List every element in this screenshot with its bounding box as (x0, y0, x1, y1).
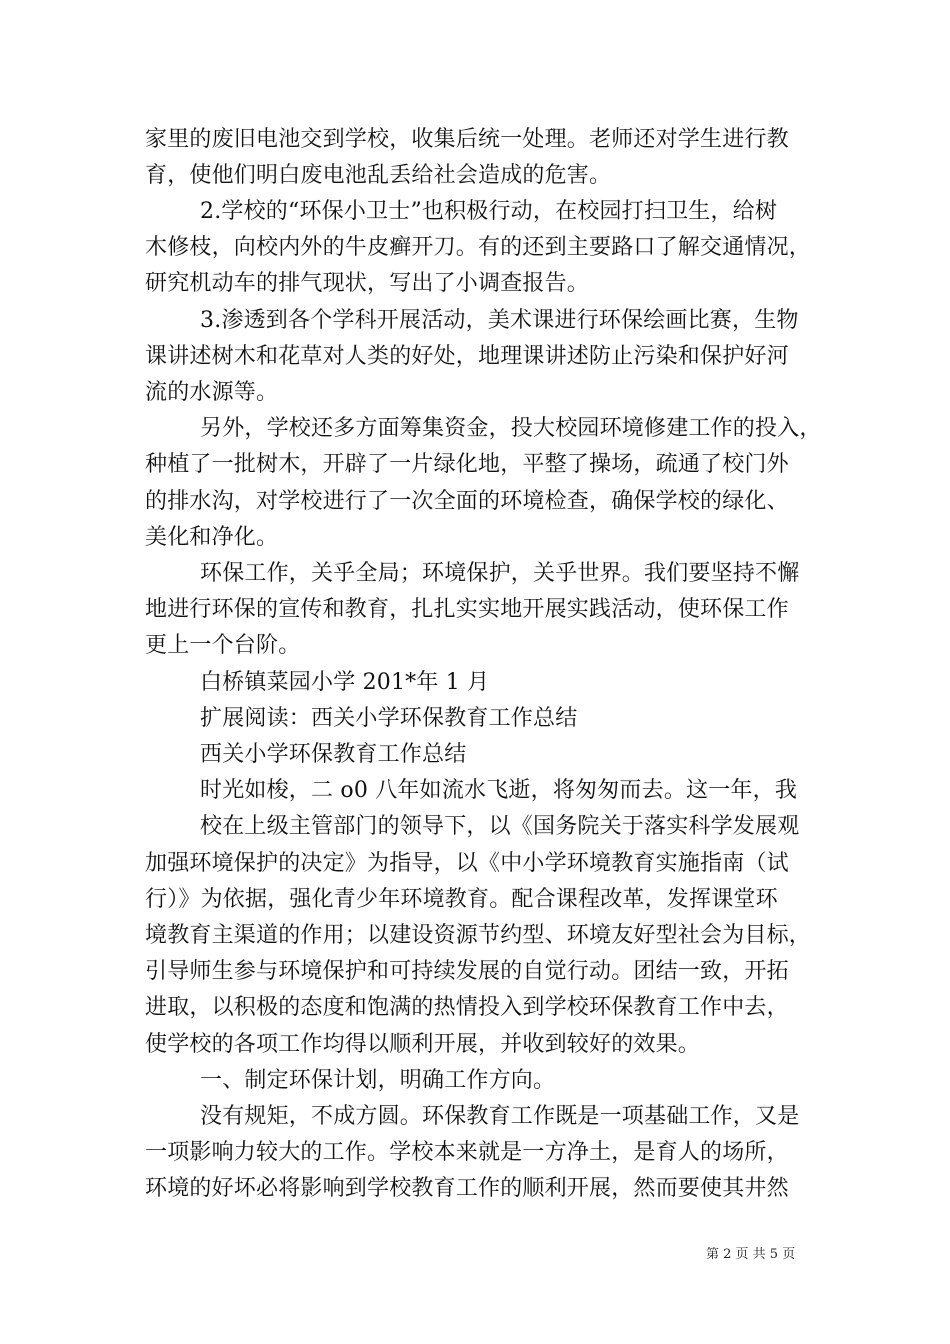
paragraph-line: 校在上级主管部门的领导下，以《国务院关于落实科学发展观 (200, 814, 800, 839)
paragraph-line: 没有规矩，不成方圆。环保教育工作既是一项基础工作，又是 (200, 1104, 800, 1129)
paragraph-line: 2.学校的“环保小卫士”也积极行动，在校园打扫卫生，给树 (200, 199, 778, 224)
paragraph-line: 行）》为依据，强化青少年环境教育。配合课程改革，发挥课堂环 (145, 887, 778, 912)
extended-reading-heading: 扩展阅读：西关小学环保教育工作总结 (200, 706, 578, 731)
paragraph-line: 课讲述树木和花草对人类的好处，地理课讲述防止污染和保护好河 (145, 344, 789, 369)
paragraph-line: 进取，以积极的态度和饱满的热情投入到学校环保教育工作中去， (145, 995, 789, 1020)
paragraph-line: 家里的废旧电池交到学校，收集后统一处理。老师还对学生进行教 (145, 127, 789, 152)
paragraph-line: 研究机动车的排气现状，写出了小调查报告。 (145, 271, 590, 296)
paragraph-line: 更上一个台阶。 (145, 633, 301, 658)
paragraph-line: 另外，学校还多方面筹集资金，投大校园环境修建工作的投入， (200, 416, 822, 441)
section-heading: 一、制定环保计划，明确工作方向。 (200, 1068, 556, 1093)
signature-line: 白桥镇菜园小学 201*年 1 月 (200, 670, 490, 695)
paragraph-line: 环境的好坏必将影响到学校教育工作的顺利开展，然而要使其井然 (145, 1176, 789, 1201)
paragraph-line: 境教育主渠道的作用；以建设资源节约型、环境友好型社会为目标， (145, 923, 812, 948)
paragraph-line: 时光如梭，二 o0 八年如流水飞逝，将匆匆而去。这一年，我 (200, 778, 798, 803)
paragraph-line: 使学校的各项工作均得以顺利开展，并收到较好的效果。 (145, 1032, 701, 1057)
paragraph-line: 地进行环保的宣传和教育，扎扎实实地开展实践活动，使环保工作 (145, 597, 789, 622)
paragraph-line: 引导师生参与环境保护和可持续发展的自觉行动。团结一致，开拓 (145, 959, 789, 984)
paragraph-line: 木修枝，向校内外的牛皮癣开刀。有的还到主要路口了解交通情况， (145, 235, 812, 260)
paragraph-line: 美化和净化。 (145, 525, 279, 550)
paragraph-line: 3.渗透到各个学科开展活动，美术课进行环保绘画比赛，生物 (200, 308, 799, 333)
paragraph-line: 加强环境保护的决定》为指导，以《中小学环境教育实施指南（试 (145, 851, 789, 876)
paragraph-line: 一项影响力较大的工作。学校本来就是一方净土，是育人的场所， (145, 1140, 789, 1165)
paragraph-line: 环保工作，关乎全局；环境保护，关乎世界。我们要坚持不懈 (200, 561, 800, 586)
page-number-footer: 第 2 页 共 5 页 (706, 1247, 796, 1262)
paragraph-line: 种植了一批树木，开辟了一片绿化地，平整了操场，疏通了校门外 (145, 452, 789, 477)
paragraph-line: 育，使他们明白废电池乱丢给社会造成的危害。 (145, 163, 612, 188)
paragraph-line: 的排水沟，对学校进行了一次全面的环境检查，确保学校的绿化、 (145, 489, 789, 514)
paragraph-line: 流的水源等。 (145, 380, 279, 405)
article-title: 西关小学环保教育工作总结 (200, 742, 467, 767)
